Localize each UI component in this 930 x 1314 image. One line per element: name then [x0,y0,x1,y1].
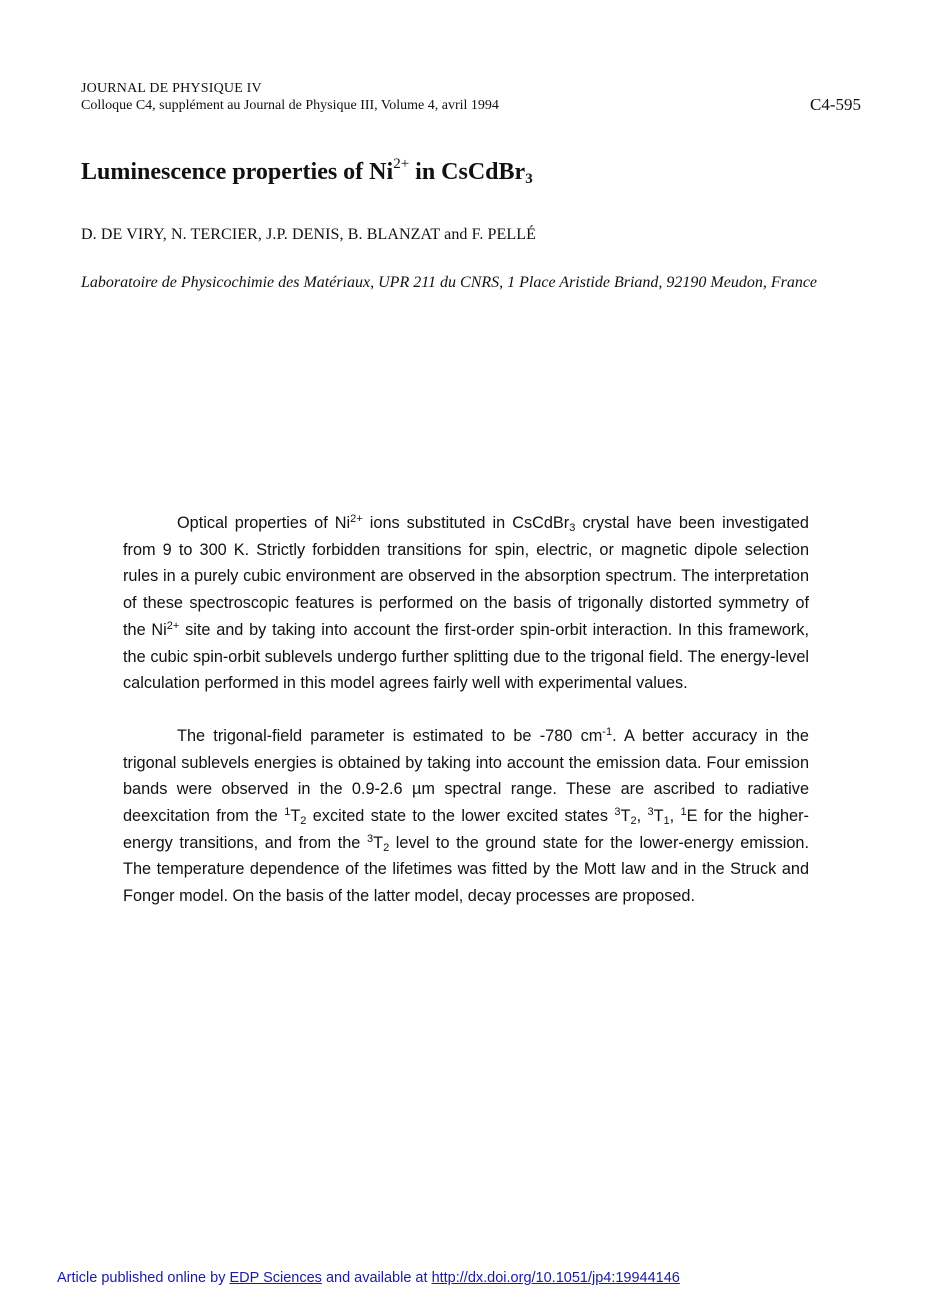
term-symbol: T [373,833,384,852]
journal-header [81,80,861,114]
term-symbol: E [686,807,698,826]
abstract [123,510,809,910]
subscript: 2 [300,815,307,828]
separator: , [636,807,648,826]
title-prefix: Luminescence properties of Ni [81,159,394,185]
text-run: excited state to the lower excited states [306,807,615,826]
publication-footer [57,1270,680,1286]
page-number: C4-595 [810,95,861,114]
text-run: . A better accuracy in the trigonal sublevels energies is obtained by taking into account the emission data. Four emission bands were observed in the 0.9-2.6 µm spectral range. These are ascribed to radiative deexcitation from the [123,726,809,826]
journal-name: JOURNAL DE PHYSIQUE IV [81,81,262,96]
term-symbol: T [653,807,664,826]
title-ion-charge: 2+ [393,156,410,172]
author-list: D. DE VIRY, N. TERCIER, J.P. DENIS, B. BLANZAT and F. PELLÉ [81,226,537,243]
superscript: 3 [614,806,621,819]
text-run: ions substituted in CsCdBr [362,514,570,532]
affiliation: Laboratoire de Physicochimie des Matériaux, UPR 211 du CNRS, 1 Place Aristide Briand, 92190 Meudon, France [81,274,818,291]
text-run: site and by taking into account the first-order spin-orbit interaction. In this framework, the cubic spin-orbit sublevels undergo further splitting due to the trigonal field. The energy-level calculation performed in this model agrees fairly well with experimental values. [123,620,809,693]
abstract-paragraph-1 [123,510,809,697]
subscript: 1 [663,815,670,828]
text-run: for the higher-energy transitions, and from the [123,807,809,852]
superscript: 2+ [350,513,363,525]
superscript: 2+ [166,619,180,632]
superscript: 1 [284,806,291,819]
text-run: crystal have been investigated from 9 to 300 K. Strictly forbidden transitions for spin, electric, or magnetic dipole selection rules in a purely cubic environment are observed in the absorption spectrum. The interpretation of these spectroscopic features is performed on the basis of trigonally distorted symmetry of the Ni [123,514,809,639]
doi-link[interactable]: http://dx.doi.org/10.1051/jp4:19944146 [431,1270,680,1286]
subscript: 3 [569,522,576,534]
superscript: 3 [647,806,654,819]
text-run: level to the ground state for the lower-energy emission. The temperature dependence of the lifetimes was fitted by the Mott law and in the Struck and Fonger model. On the basis of the latter model, decay processes are proposed. [123,833,809,906]
superscript: 1 [680,806,687,819]
abstract-paragraph-2 [123,723,809,910]
title-formula-subscript: 3 [525,171,533,187]
footer-middle: and available at [321,1270,432,1286]
footer-prefix: Article published online by [57,1270,230,1286]
term-symbol: T [290,807,301,826]
text-run: Optical properties of Ni [177,514,351,532]
publisher-link[interactable]: EDP Sciences [229,1270,322,1286]
superscript: -1 [602,725,613,738]
paper-title [81,156,533,188]
subscript: 2 [630,815,637,828]
superscript: 3 [366,832,374,845]
separator: , [669,807,681,826]
subscript: 2 [383,841,390,854]
journal-issue: Colloque C4, supplément au Journal de Physique III, Volume 4, avril 1994 [81,98,499,113]
title-middle: in CsCdBr [409,159,526,185]
term-symbol: T [620,807,631,826]
text-run: The trigonal-field parameter is estimated to be -780 cm [177,726,603,745]
